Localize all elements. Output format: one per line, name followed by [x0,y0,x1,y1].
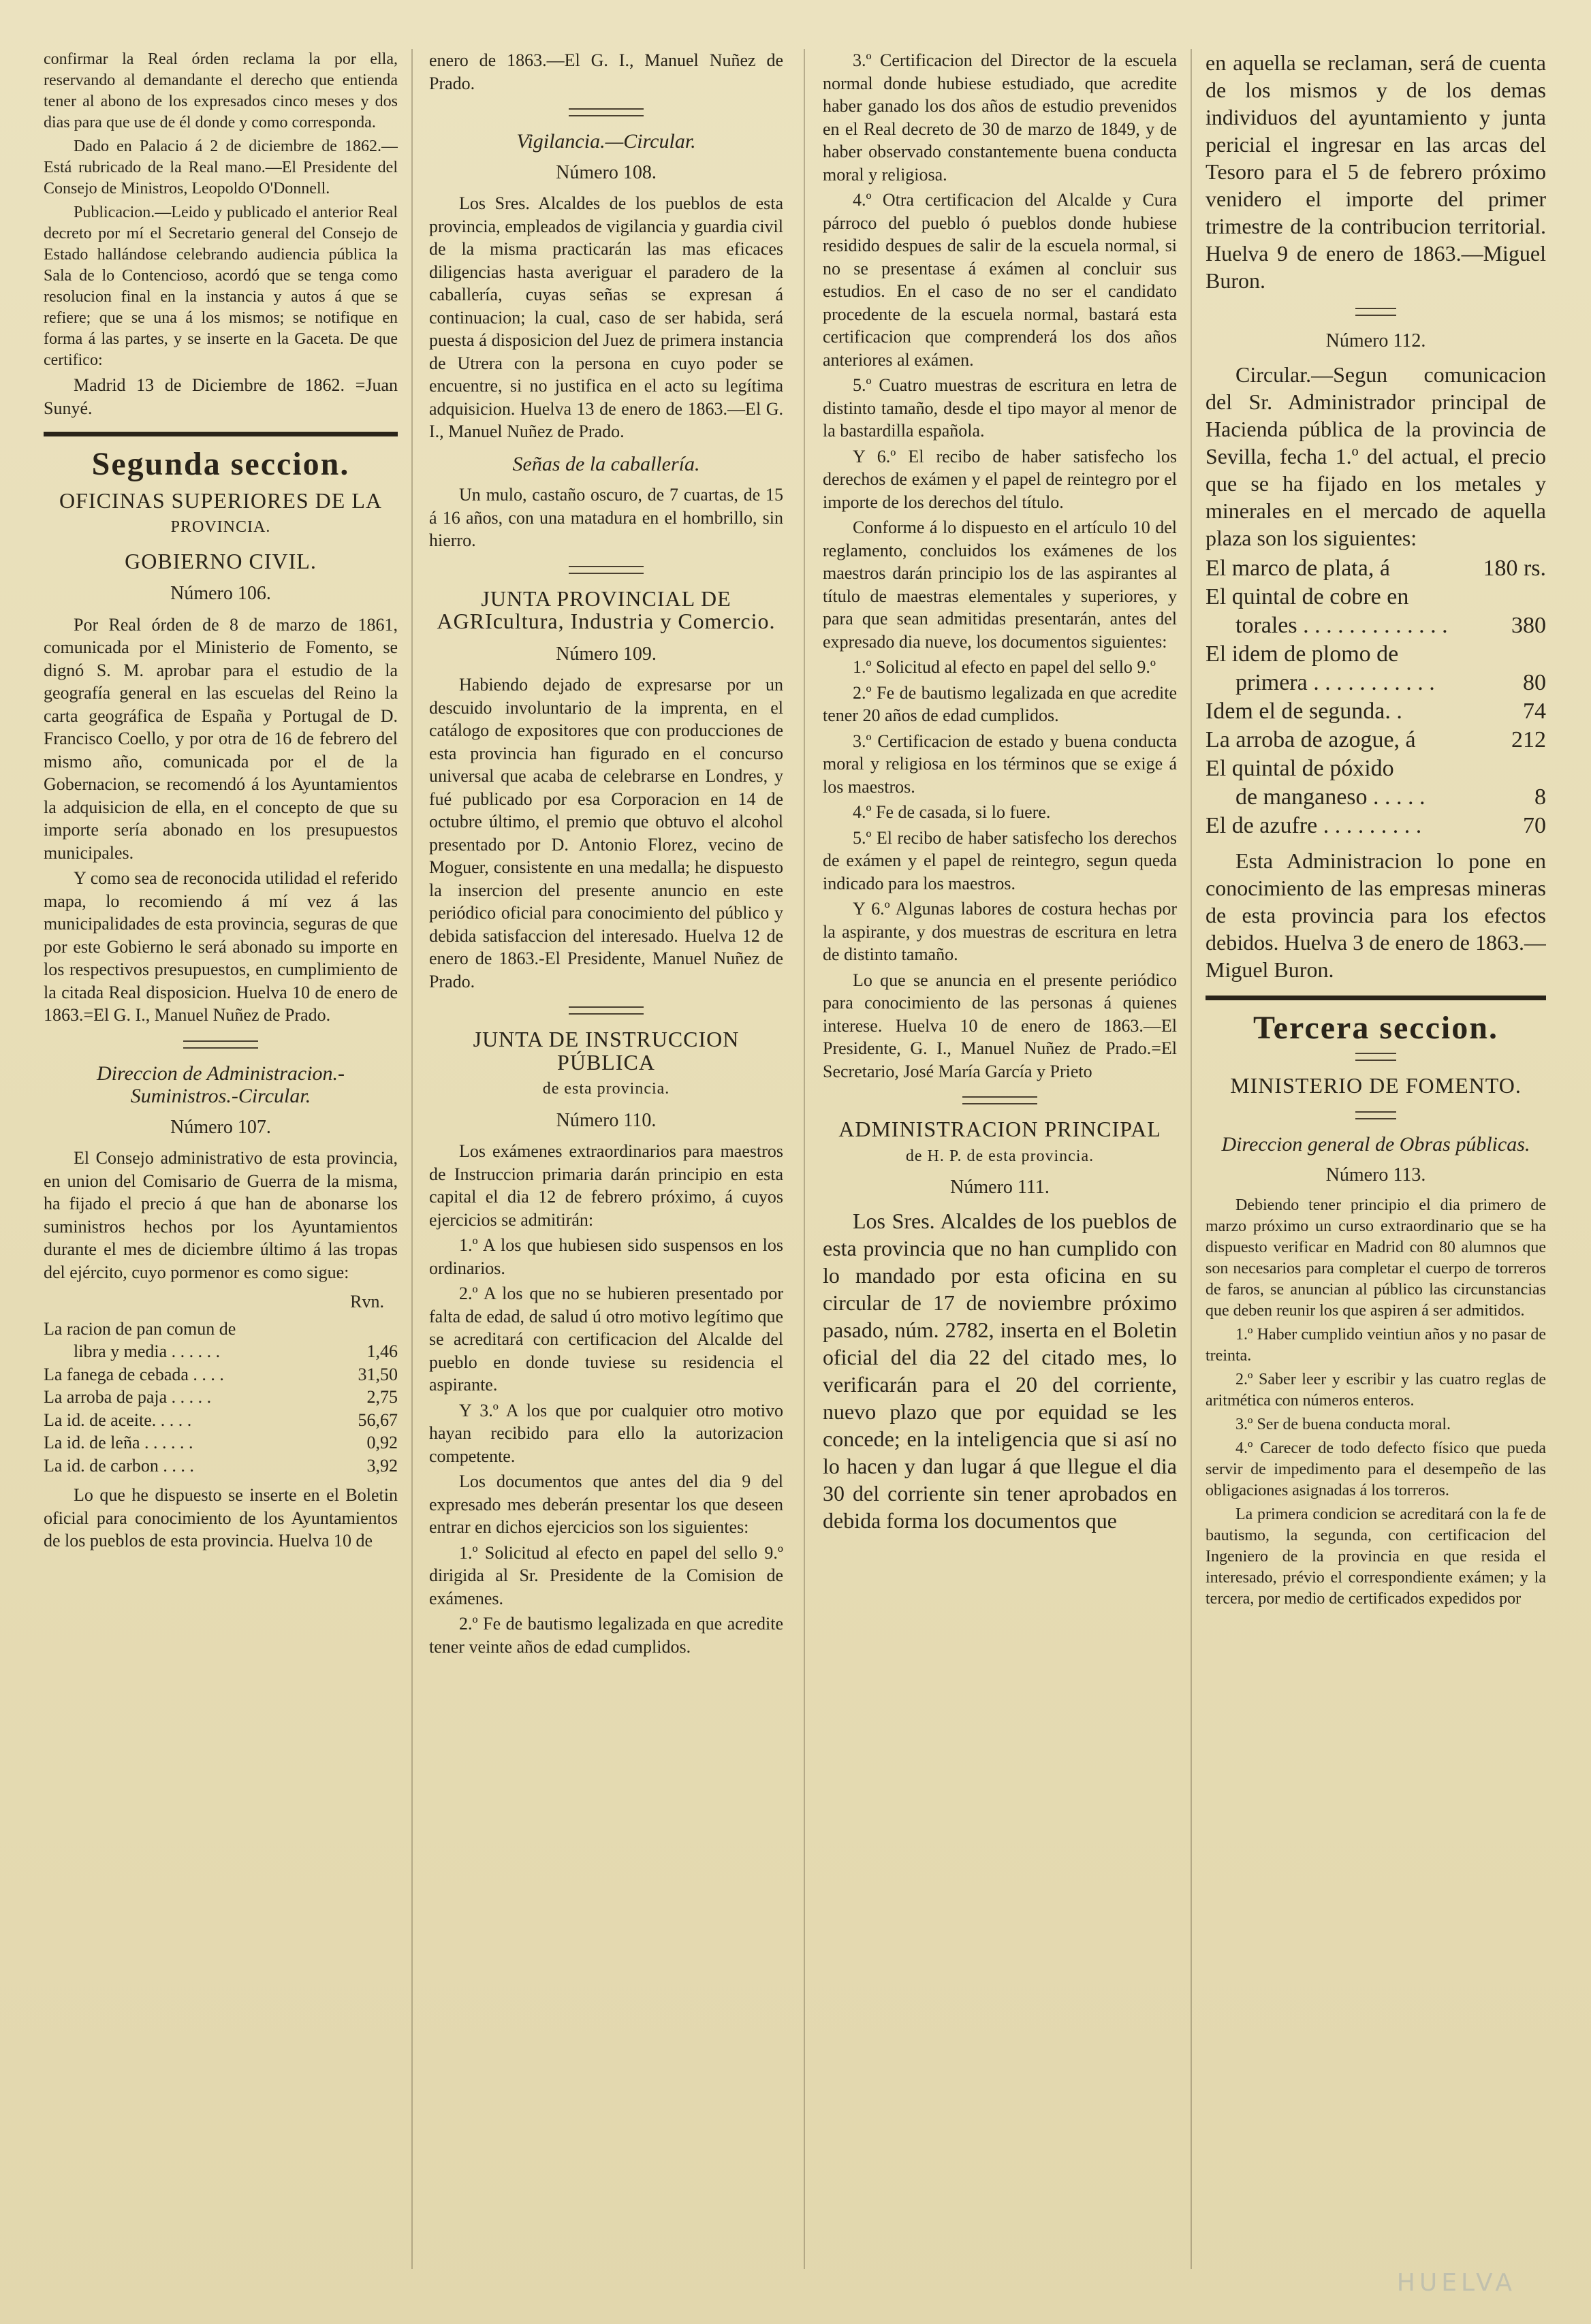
metals-table [1206,554,1546,840]
prices-table [44,1318,398,1478]
paragraph: 3.º Certificacion del Director de la escuela normal donde hubiese estudiado, que acredite haber ganado los dos años de estudio prevenidos en el Real decreto de 30 de marzo de 1849, y de haber observado constantemente buena conducta moral y religiosa. [823,50,1177,185]
price-label: La racion de pan comun de [44,1318,236,1339]
column-2 [429,49,783,2248]
column-divider [1191,49,1192,2269]
table-row [44,1386,398,1409]
paragraph: 1.º Solicitud al efecto en papel del sello 9.º dirigida al Sr. Presidente de la Comision de exámenes. [429,1542,783,1608]
office-heading: ADMINISTRACION PRINCIPAL [838,1117,1161,1141]
office-heading: GOBIERNO CIVIL. [125,548,317,573]
paragraph: 5.º El recibo de haber satisfecho los derechos de exámen y el papel de reintegro, segun queda indicado para los maestros. [823,827,1177,893]
paragraph: Y 6.º El recibo de haber satisfecho los derechos de exámen y el papel de reintegro por el importe de los derechos del título. [823,446,1177,512]
price-value: 0,92 [366,1433,398,1452]
paragraph: 3.º Certificacion de estado y buena conducta moral y religiosa en los términos que se exige á los maestros. [823,731,1177,797]
section-heading: Segunda seccion. [91,446,350,482]
paragraph: enero de 1863.—El G. I., Manuel Nuñez de Prado. [429,50,783,93]
paragraph: Esta Administracion lo pone en conocimiento de las empresas mineras de esta provincia para los efectos debidos. Huelva 3 de enero de 1863.—Miguel Buron. [1206,848,1546,982]
price-value: 3,92 [366,1455,398,1476]
notice-title: Señas de la caballería. [512,452,700,475]
price-value: 2,75 [366,1387,398,1407]
paragraph: Dado en Palacio á 2 de diciembre de 1862.—Está rubricado de la Real mano.—El Presidente del Consejo de Ministros, Leopoldo O'Donnell. [44,138,398,197]
table-row [44,1363,398,1386]
office-heading: MINISTERIO DE FOMENTO. [1230,1073,1522,1098]
paragraph: 1.º Haber cumplido veintiun años y no pasar de treinta. [1206,1325,1546,1365]
metal-value: 70 [1523,812,1546,838]
price-value: 31,50 [358,1364,398,1384]
metal-value: 74 [1523,698,1546,724]
section-rule [1206,996,1546,1000]
metal-value [1471,640,1546,669]
notice-number: Número 110. [556,1109,657,1131]
separator [569,108,644,116]
separator [1355,1111,1396,1119]
table-row [1206,554,1546,583]
table-row [44,1454,398,1478]
metal-label: primera . . . . . . . . . . . [1235,669,1435,695]
paragraph: Un mulo, castaño oscuro, de 7 cuartas, de 15 á 16 años, con una matadura en el hombrillo, sin hierro. [429,485,783,550]
notice-title: Direccion general de Obras públicas. [1221,1132,1530,1156]
table-row [44,1431,398,1454]
separator [183,1040,258,1049]
metal-label: El marco de plata, á [1206,555,1390,581]
section-rule [44,432,398,436]
paragraph: Lo que he dispuesto se inserte en el Boletin oficial para conocimiento de los Ayuntamientos de los pueblos de esta provincia. Huelva 10 de [44,1485,398,1550]
paragraph: Los exámenes extraordinarios para maestros de Instruccion primaria darán principio en esta capital el dia 12 de febrero próximo, á cuyos ejercicios se admitirán: [429,1141,783,1230]
paragraph: La primera condicion se acreditará con la fe de bautismo, la segunda, con certificacion del Ingeniero de la provincia en que resida el interesado, prévio el correspondiente exámen; y la tercera, por medio de certificados expedidos por [1206,1505,1546,1608]
paragraph: Los Sres. Alcaldes de los pueblos de esta provincia, empleados de vigilancia y guardia civil de la misma practicarán las mas eficaces diligencias hasta averiguar el paradero de la caballería, cuyas señas se expresan á continuacion; la cual, caso de ser habida, será puesta á disposicion del Juez de primera instancia de Utrera con la persona en cuyo poder se encuentre, si no justifica en el acto su legítima adquisicion. Huelva 13 de enero de 1863.—El G. I., Manuel Nuñez de Prado. [429,193,783,441]
separator [569,566,644,574]
paragraph: 4.º Otra certificacion del Alcalde y Cura párroco del pueblo ó pueblos donde hubiese residido despues de salir de la escuela normal, si no se presentase á exámen al concluir sus estudios. En el caso de no ser el candidato procedente de la escuela normal, bastará esta certificacion que comprenderá los dos años anteriores al exámen. [823,190,1177,370]
paragraph: 1.º Solicitud al efecto en papel del sello 9.º [853,657,1156,677]
library-watermark: HUELVA [1396,2269,1516,2297]
metal-label: torales . . . . . . . . . . . . . [1235,612,1448,638]
metal-label: Idem el de segunda. . [1206,698,1402,724]
separator [1355,308,1396,316]
separator [1355,1053,1396,1061]
paragraph: Circular.—Segun comunicacion del Sr. Administrador principal de Hacienda pública de la provincia de Sevilla, fecha 1.º del actual, el precio que se ha fijado en los metales y minerales en el mercado de aquella plaza son los siguientes: [1206,362,1546,550]
paragraph: 1.º A los que hubiesen sido suspensos en los ordinarios. [429,1235,783,1278]
office-subheading: de esta provincia. [542,1080,670,1098]
metal-value: 80 [1523,669,1546,695]
notice-number: Número 106. [170,583,271,604]
price-label: La id. de carbon . . . . [44,1455,194,1476]
metal-label: de manganeso . . . . . [1235,784,1425,810]
table-row [44,1318,398,1341]
column-divider [411,49,413,2269]
paragraph: Y 6.º Algunas labores de costura hechas por la aspirante, y dos muestras de escritura en letra de distinto tamaño. [823,899,1177,964]
metal-value: 380 [1511,612,1546,638]
metal-label: La arroba de azogue, á [1206,727,1416,752]
price-label: La id. de leña . . . . . . [44,1433,193,1452]
metal-value: 8 [1534,784,1546,810]
paragraph: El Consejo administrativo de esta provincia, en union del Comisario de Guerra de la misma, ha fijado el precio á que han de abonarse los suministros hechos por los Ayuntamientos durante el mes de diciembre último á las tropas del ejército, cuyo pormenor es como sigue: [44,1148,398,1282]
notice-number: Número 109. [556,643,657,665]
signature-line: Madrid 13 de Diciembre de 1862. =Juan Sunyé. [44,375,398,418]
separator [962,1096,1037,1104]
price-label: La id. de aceite. . . . . [44,1410,192,1430]
price-value: 1,46 [366,1341,398,1361]
metal-value [1471,583,1546,611]
column-1 [44,49,398,2248]
price-label: La fanega de cebada . . . . [44,1364,224,1384]
paragraph: 3.º Ser de buena conducta moral. [1235,1415,1451,1433]
metal-label: El idem de plomo de [1206,641,1399,667]
price-value: 56,67 [358,1410,398,1430]
metal-label: El quintal de póxido [1206,755,1394,781]
office-heading: OFICINAS SUPERIORES DE LA [59,488,382,513]
paragraph: Y como sea de reconocida utilidad el referido mapa, lo recomiendo á mí vez á las municipalidades de esta provincia, seguras de que por este Gobierno le será abonado su importe en los respectivos presupuestos, en cumplimiento de la citada Real disposicion. Huelva 10 de enero de 1863.=El G. I., Manuel Nuñez de Prado. [44,868,398,1025]
table-row [1206,754,1546,783]
separator [569,1006,644,1015]
notice-number: Número 113. [1325,1164,1426,1185]
metal-value: 180 rs. [1483,555,1546,581]
table-row [1206,583,1546,611]
paragraph: Los documentos que antes del dia 9 del expresado mes deberán presentar los que deseen entrar en dichos ejercicios son los siguientes: [429,1471,783,1537]
column-3 [823,49,1177,2248]
table-row [1206,726,1546,754]
table-row [1206,783,1546,812]
currency-label: Rvn. [350,1292,384,1311]
paragraph: Habiendo dejado de expresarse por un descuido involuntario de la imprenta, en el catálogo de expositores que con producciones de esta provincia han figurado en el concurso universal que acaba de celebrarse en Londres, y fué publicado por esa Corporacion en 14 de octubre último, el premio que obtuvo el alcohol presentado por D. Antonio Florez, vecino de Moguer, consistente en una medalla; he dispuesto la insercion del presente anuncio en este periódico oficial para conocimiento del público y debida satisfaccion del interesado. Huelva 12 de enero de 1863.-El Presidente, Manuel Nuñez de Prado. [429,675,783,991]
paragraph: 2.º A los que no se hubieren presentado por falta de edad, de salud ú otro motivo legítimo que se acreditará con certificacion del Alcalde del pueblo en donde tuviese su residencia el aspirante. [429,1284,783,1395]
notice-number: Número 112. [1325,330,1426,351]
paragraph: 2.º Fe de bautismo legalizada en que acredite tener veinte años de edad cumplidos. [429,1614,783,1657]
paragraph: Los Sres. Alcaldes de los pueblos de esta provincia que no han cumplido con lo mandado por esta oficina en su circular de 17 de noviembre próximo pasado, núm. 2782, inserta en el Boletin oficial del dia 22 del citado mes, lo verificarán para el 20 del corriente, nuevo plazo que por equidad se les concede; en la inteligencia que si así no lo hacen y dan lugar á que llegue el dia 30 del corriente sin tener aprobados en debida forma los documentos que [823,1208,1177,1533]
paragraph: Y 3.º A los que por cualquier otro motivo hayan recibido para ello la autorizacion competente. [429,1400,783,1466]
table-row [1206,611,1546,640]
office-subheading: PROVINCIA. [170,518,271,536]
table-row [1206,812,1546,840]
notice-title: Vigilancia.—Circular. [516,130,696,153]
paragraph: 2.º Saber leer y escribir y las cuatro reglas de aritmética con números enteros. [1206,1370,1546,1410]
paragraph: confirmar la Real órden reclama la por ella, reservando al demandante el derecho que entienda tener al abono de los expresados cinco meses y dos dias para que use de él donde y como corresponda. [44,50,398,131]
price-label: libra y media . . . . . . [74,1341,221,1361]
notice-number: Número 111. [950,1177,1050,1198]
paragraph: 4.º Fe de casada, si lo fuere. [853,802,1051,822]
table-row [1206,669,1546,697]
notice-number: Número 108. [556,161,657,183]
office-heading: JUNTA DE INSTRUCCION PÚBLICA [473,1027,740,1075]
metal-label: El quintal de cobre en [1206,584,1409,609]
metal-value [1471,754,1546,783]
table-row [44,1409,398,1432]
price-value [330,1318,398,1341]
notice-number: Número 107. [170,1116,271,1138]
table-row [44,1340,398,1363]
notice-title: Direccion de Administracion.-Suministros.-Circular. [96,1062,345,1107]
price-label: La arroba de paja . . . . . [44,1387,212,1407]
column-divider [804,49,805,2269]
paragraph: en aquella se reclaman, será de cuenta de los mismos y de los demas individuos del ayuntamiento y junta pericial el ingresar en las arcas del Tesoro para el 5 de febrero próximo venidero el importe del primer trimestre de la contribucion territorial. Huelva 9 de enero de 1863.—Miguel Buron. [1206,50,1546,293]
office-heading: JUNTA PROVINCIAL DE AGRIcultura, Industria y Comercio. [437,586,776,633]
table-row [1206,640,1546,669]
paragraph: Publicacion.—Leido y publicado el anterior Real decreto por mí el Secretario general del Consejo de Estado hallándose celebrando audiencia pública la Sala de lo Contencioso, acordó que se tenga como resolucion final en la instancia y autos á que se refiere; que se una á los mismos; se notifique en forma á las partes, y se inserte en la Gaceta. De que certifico: [44,204,398,369]
metal-label: El de azufre . . . . . . . . . [1206,812,1422,838]
paragraph: 5.º Cuatro muestras de escritura en letra de distinto tamaño, desde el tipo mayor al menor de la bastardilla española. [823,375,1177,441]
paragraph: Por Real órden de 8 de marzo de 1861, comunicada por el Ministerio de Fomento, se dignó S. M. aprobar para el estudio de la geografía general en las escuelas del Reino la carta geográfica de España y Portugal de D. Francisco Coello, y por otra de 16 de febrero del mismo año, comunicada por el de la Gobernacion, se recomendó á los Ayuntamientos la adquisicion de ella, en el concepto de que su importe sería abonado en los presupuestos municipales. [44,614,398,863]
column-4 [1206,49,1546,2248]
paragraph: Conforme á lo dispuesto en el artículo 10 del reglamento, concluidos los exámenes de los maestros darán principio los de las aspirantes al título de maestras elementales y superiores, y para que sean admitidas presentarán, antes del expresado dia nueve, los documentos siguientes: [823,518,1177,652]
metal-value: 212 [1511,727,1546,752]
paragraph: 4.º Carecer de todo defecto físico que pueda servir de impedimento para el desempeño de las obligaciones asignadas á los torreros. [1206,1439,1546,1499]
paragraph: Lo que se anuncia en el presente periódico para conocimiento de las personas á quienes interese. Huelva 10 de enero de 1863.—El Presidente, G. I., Manuel Nuñez de Prado.=El Secretario, José María García y Prieto [823,970,1177,1081]
office-subheading: de H. P. de esta provincia. [905,1147,1094,1165]
paragraph: Debiendo tener principio el dia primero de marzo próximo un curso extraordinario que se ha dispuesto verificar en Madrid con 80 alumnos que son necesarios para completar el cuerpo de torreros de faros, se anuncian al público las circunstancias que deben reunir los que aspiren á ser admitidos. [1206,1196,1546,1320]
table-row [1206,697,1546,726]
paragraph: 2.º Fe de bautismo legalizada en que acredite tener 20 años de edad cumplidos. [823,682,1177,725]
section-heading: Tercera seccion. [1253,1009,1498,1046]
